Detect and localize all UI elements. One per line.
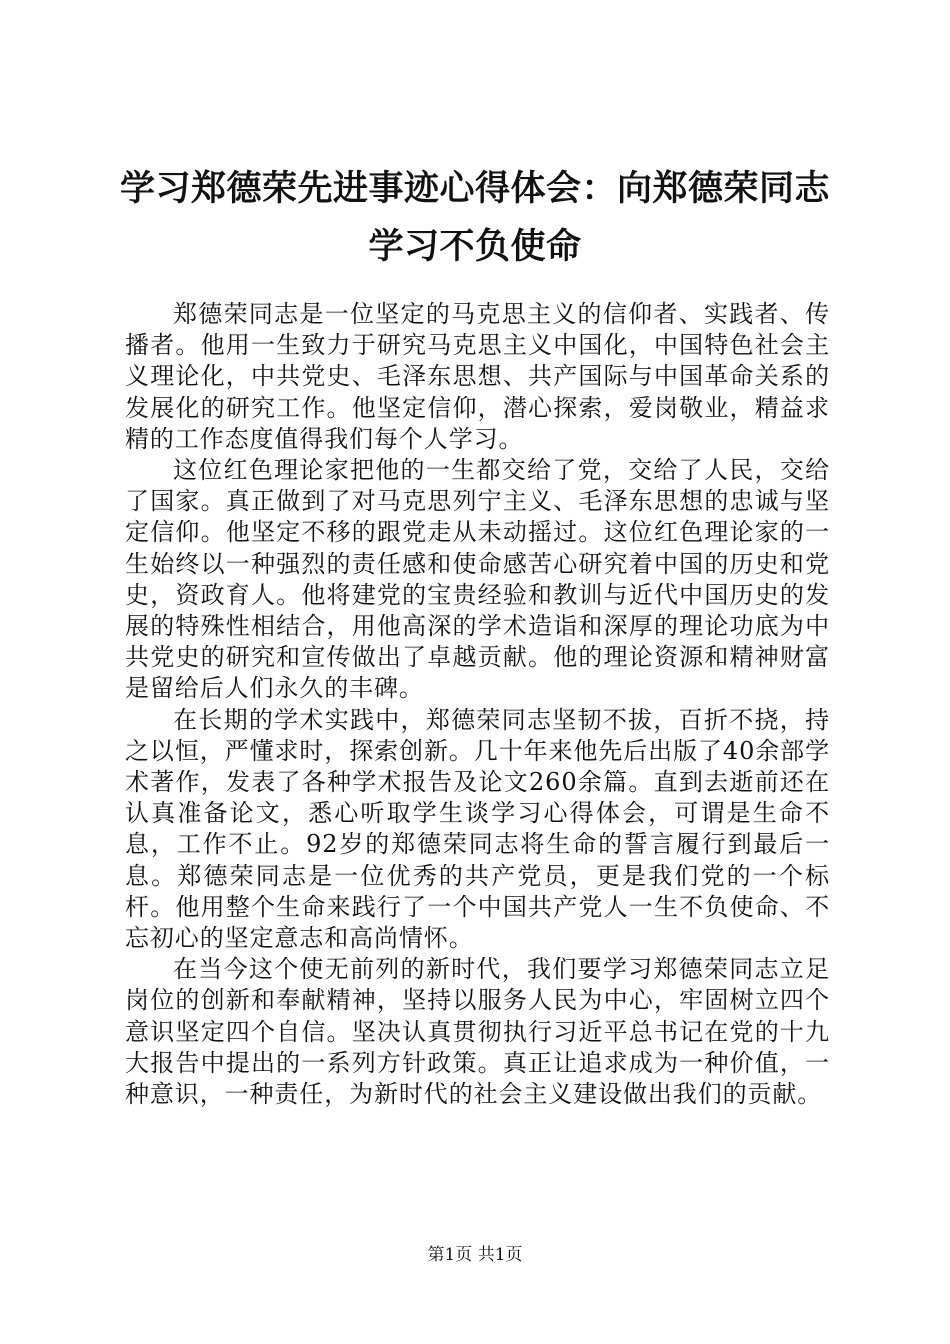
paragraph-1: 郑德荣同志是一位坚定的马克思主义的信仰者、实践者、传播者。他用一生致力于研究马克思主义中国化，中国特色社会主义理论化，中共党史、毛泽东思想、共产国际与中国革命关系的发展化的研究工作。他坚定信仰，潜心探索，爱岗敬业，精益求精的工作态度值得我们每个人学习。 [125, 300, 830, 453]
paragraph-4: 在当今这个使无前列的新时代，我们要学习郑德荣同志立足岗位的创新和奉献精神，坚持以服务人民为中心，牢固树立四个意识坚定四个自信。坚决认真贯彻执行习近平总书记在党的十九大报告中提出的一系列方针政策。真正让追求成为一种价值，一种意识，一种责任，为新时代的社会主义建设做出我们的贡献。 [125, 955, 830, 1109]
document-title-line-2: 学习不负使命 [368, 227, 582, 267]
paragraph-3: 在长期的学术实践中，郑德荣同志坚韧不拔，百折不挠，持之以恒，严懂求时，探索创新。几十年来他先后出版了40余部学术著作，发表了各种学术报告及论文260余篇。直到去逝前还在认真准备论文，悉心听取学生谈学习心得体会，可谓是生命不息，工作不止。92岁的郑德荣同志将生命的誓言履行到最后一息。郑德荣同志是一位优秀的共产党员，更是我们党的一个标杆。他用整个生命来践行了一个中国共产党人一生不负使命、不忘初心的坚定意志和高尚情怀。 [125, 705, 830, 953]
document-title-line-1: 学习郑德荣先进事迹心得体会：向郑德荣同志 [119, 169, 830, 209]
document-body [125, 299, 830, 1110]
paragraph-2: 这位红色理论家把他的一生都交给了党，交给了人民，交给了国家。真正做到了对马克思列宁主义、毛泽东思想的忠诚与坚定信仰。他坚定不移的跟党走从未动摇过。这位红色理论家的一生始终以一种强烈的责任感和使命感苦心研究着中国的历史和党史，资政育人。他将建党的宝贵经验和教训与近代中国历史的发展的特殊性相结合，用他高深的学术造诣和深厚的理论功底为中共党史的研究和宣传做出了卓越贡献。他的理论资源和精神财富是留给后人们永久的丰碑。 [125, 456, 830, 703]
document-title [100, 160, 850, 276]
page-number-label: 第1页 共1页 [427, 1245, 523, 1265]
page-footer [0, 1244, 950, 1266]
